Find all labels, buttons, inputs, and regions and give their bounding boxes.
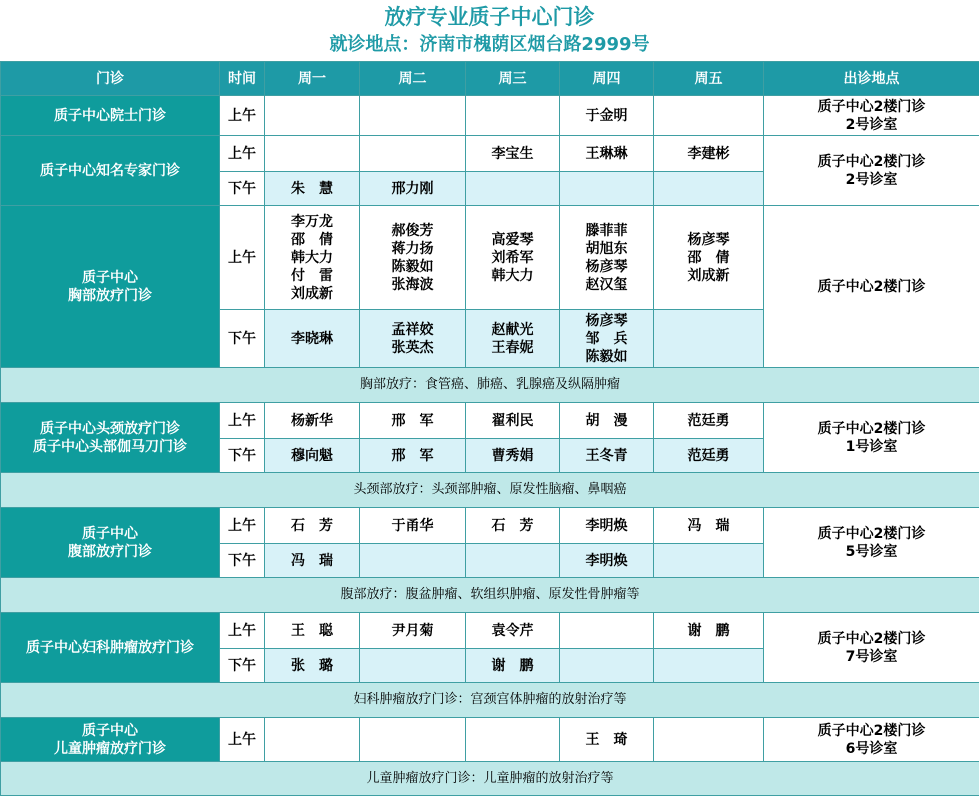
doctor-name: 赵汉玺 (560, 276, 653, 294)
doctor-cell: 王琳琳 (560, 136, 654, 172)
doctor-cell (360, 206, 466, 310)
doctor-cell (560, 206, 654, 310)
time-label: 上午 (220, 718, 265, 762)
clinic-location (764, 136, 979, 206)
doctor-cell: 穆向魁 (265, 439, 360, 473)
time-label: 下午 (220, 544, 265, 578)
doctor-cell (466, 718, 560, 762)
doctor-name: 刘成新 (654, 267, 763, 285)
clinic-name-line: 质子中心 (1, 722, 219, 740)
clinic-name (1, 403, 220, 473)
doctor-name: 滕菲菲 (560, 222, 653, 240)
doctor-name: 刘成新 (265, 285, 359, 303)
section-note: 妇科肿瘤放疗门诊：宫颈宫体肿瘤的放射治疗等 (1, 683, 979, 718)
column-header-wed: 周三 (466, 62, 560, 96)
doctor-name: 杨彦琴 (560, 258, 653, 276)
time-label: 下午 (220, 172, 265, 206)
doctor-cell: 王冬青 (560, 439, 654, 473)
doctor-name: 韩大力 (466, 267, 559, 285)
location-line: 2号诊室 (764, 171, 979, 189)
clinic-location (764, 508, 979, 578)
clinic-location (764, 718, 979, 762)
doctor-name: 蒋力扬 (360, 240, 465, 258)
location-line: 7号诊室 (764, 648, 979, 666)
time-label: 下午 (220, 649, 265, 683)
time-label: 下午 (220, 439, 265, 473)
doctor-name: 李万龙 (265, 213, 359, 231)
doctor-cell: 于金明 (560, 96, 654, 136)
doctor-cell (265, 206, 360, 310)
section-note: 头颈部放疗：头颈部肿瘤、原发性脑瘤、鼻咽癌 (1, 473, 979, 508)
column-header-clinic: 门诊 (1, 62, 220, 96)
table-row (1, 206, 979, 310)
doctor-name: 高爱琴 (466, 231, 559, 249)
doctor-cell (654, 310, 764, 368)
doctor-cell: 邢 军 (360, 403, 466, 439)
table-header-row (1, 62, 979, 96)
doctor-cell: 李建彬 (654, 136, 764, 172)
doctor-cell (654, 544, 764, 578)
table-row (1, 403, 979, 439)
doctor-name: 杨彦琴 (654, 231, 763, 249)
doctor-cell (560, 172, 654, 206)
clinic-name: 质子中心院士门诊 (1, 96, 220, 136)
doctor-cell (466, 310, 560, 368)
doctor-cell: 于甬华 (360, 508, 466, 544)
doctor-cell (466, 206, 560, 310)
doctor-name: 孟祥姣 (360, 321, 465, 339)
doctor-cell (654, 649, 764, 683)
doctor-cell: 邢力刚 (360, 172, 466, 206)
doctor-cell (265, 96, 360, 136)
clinic-name (1, 206, 220, 368)
doctor-cell (360, 718, 466, 762)
doctor-name: 王春妮 (466, 339, 559, 357)
clinic-name-line: 质子中心头颈放疗门诊 (1, 420, 219, 438)
doctor-cell: 李明焕 (560, 544, 654, 578)
note-row (1, 473, 979, 508)
clinic-name: 质子中心妇科肿瘤放疗门诊 (1, 613, 220, 683)
column-header-mon: 周一 (265, 62, 360, 96)
doctor-cell (466, 172, 560, 206)
doctor-cell: 范廷勇 (654, 439, 764, 473)
clinic-name-line: 质子中心 (1, 269, 219, 287)
doctor-cell (654, 206, 764, 310)
doctor-cell: 冯 瑞 (265, 544, 360, 578)
doctor-cell (560, 649, 654, 683)
doctor-cell: 尹月菊 (360, 613, 466, 649)
location-line: 6号诊室 (764, 740, 979, 758)
column-header-thu: 周四 (560, 62, 654, 96)
location-line: 质子中心2楼门诊 (764, 525, 979, 543)
time-label: 上午 (220, 136, 265, 172)
note-row (1, 368, 979, 403)
time-label: 上午 (220, 613, 265, 649)
doctor-cell: 冯 瑞 (654, 508, 764, 544)
doctor-cell: 范廷勇 (654, 403, 764, 439)
doctor-cell: 邢 军 (360, 439, 466, 473)
doctor-cell: 曹秀娟 (466, 439, 560, 473)
section-note: 儿童肿瘤放疗门诊：儿童肿瘤的放射治疗等 (1, 762, 979, 796)
location-line: 质子中心2楼门诊 (764, 420, 979, 438)
schedule-table (0, 61, 979, 796)
doctor-cell (560, 310, 654, 368)
doctor-name: 陈毅如 (560, 348, 653, 366)
header (0, 0, 979, 61)
doctor-cell: 谢 鹏 (466, 649, 560, 683)
location-line: 质子中心2楼门诊 (764, 722, 979, 740)
time-label: 上午 (220, 403, 265, 439)
location-line: 5号诊室 (764, 543, 979, 561)
column-header-tue: 周二 (360, 62, 466, 96)
table-row (1, 613, 979, 649)
clinic-name-line: 腹部放疗门诊 (1, 543, 219, 561)
section-note: 腹部放疗：腹盆肿瘤、软组织肿瘤、原发性骨肿瘤等 (1, 578, 979, 613)
location-line: 质子中心2楼门诊 (764, 278, 979, 296)
doctor-cell: 谢 鹏 (654, 613, 764, 649)
page-subtitle: 就诊地点：济南市槐荫区烟台路2999号 (0, 32, 979, 58)
doctor-name: 邹 兵 (560, 330, 653, 348)
location-line: 2号诊室 (764, 116, 979, 134)
clinic-name-line: 质子中心 (1, 525, 219, 543)
note-row (1, 683, 979, 718)
doctor-cell: 石 芳 (466, 508, 560, 544)
clinic-location (764, 96, 979, 136)
clinic-name-line: 儿童肿瘤放疗门诊 (1, 740, 219, 758)
section-note: 胸部放疗：食管癌、肺癌、乳腺癌及纵隔肿瘤 (1, 368, 979, 403)
table-row (1, 136, 979, 172)
doctor-cell (654, 96, 764, 136)
doctor-cell: 李明焕 (560, 508, 654, 544)
time-label: 下午 (220, 310, 265, 368)
doctor-name: 陈毅如 (360, 258, 465, 276)
clinic-name-line: 胸部放疗门诊 (1, 287, 219, 305)
doctor-name: 胡旭东 (560, 240, 653, 258)
note-row (1, 578, 979, 613)
doctor-name: 杨彦琴 (560, 312, 653, 330)
doctor-cell (654, 172, 764, 206)
doctor-name: 李晓琳 (265, 330, 359, 348)
doctor-cell (360, 544, 466, 578)
doctor-cell: 石 芳 (265, 508, 360, 544)
doctor-cell (265, 136, 360, 172)
doctor-cell: 杨新华 (265, 403, 360, 439)
time-label: 上午 (220, 206, 265, 310)
doctor-name: 张英杰 (360, 339, 465, 357)
doctor-cell (466, 96, 560, 136)
location-line: 质子中心2楼门诊 (764, 153, 979, 171)
doctor-cell (654, 718, 764, 762)
doctor-cell: 朱 慧 (265, 172, 360, 206)
time-label: 上午 (220, 96, 265, 136)
doctor-name: 邵 倩 (265, 231, 359, 249)
column-header-fri: 周五 (654, 62, 764, 96)
doctor-cell (466, 544, 560, 578)
clinic-name (1, 718, 220, 762)
note-row (1, 762, 979, 796)
doctor-cell (360, 136, 466, 172)
location-line: 质子中心2楼门诊 (764, 98, 979, 116)
column-header-time: 时间 (220, 62, 265, 96)
clinic-location (764, 206, 979, 368)
doctor-cell: 李宝生 (466, 136, 560, 172)
doctor-cell: 翟利民 (466, 403, 560, 439)
clinic-name-line: 质子中心头部伽马刀门诊 (1, 438, 219, 456)
doctor-cell: 王 琦 (560, 718, 654, 762)
doctor-name: 邵 倩 (654, 249, 763, 267)
column-header-location: 出诊地点 (764, 62, 979, 96)
clinic-location (764, 403, 979, 473)
doctor-name: 韩大力 (265, 249, 359, 267)
clinic-location (764, 613, 979, 683)
doctor-cell (360, 310, 466, 368)
doctor-cell: 王 聪 (265, 613, 360, 649)
time-label: 上午 (220, 508, 265, 544)
doctor-name: 付 雷 (265, 267, 359, 285)
doctor-cell (265, 718, 360, 762)
doctor-cell (265, 310, 360, 368)
doctor-cell (560, 613, 654, 649)
location-line: 质子中心2楼门诊 (764, 630, 979, 648)
location-line: 1号诊室 (764, 438, 979, 456)
doctor-name: 刘希军 (466, 249, 559, 267)
table-row (1, 508, 979, 544)
doctor-cell: 袁令芹 (466, 613, 560, 649)
doctor-cell (360, 649, 466, 683)
doctor-cell: 张 璐 (265, 649, 360, 683)
clinic-name: 质子中心知名专家门诊 (1, 136, 220, 206)
doctor-cell: 胡 漫 (560, 403, 654, 439)
doctor-name: 郝俊芳 (360, 222, 465, 240)
table-row (1, 718, 979, 762)
table-row (1, 96, 979, 136)
doctor-name: 张海波 (360, 276, 465, 294)
clinic-name (1, 508, 220, 578)
page-title: 放疗专业质子中心门诊 (0, 0, 979, 32)
doctor-cell (360, 96, 466, 136)
doctor-name: 赵献光 (466, 321, 559, 339)
